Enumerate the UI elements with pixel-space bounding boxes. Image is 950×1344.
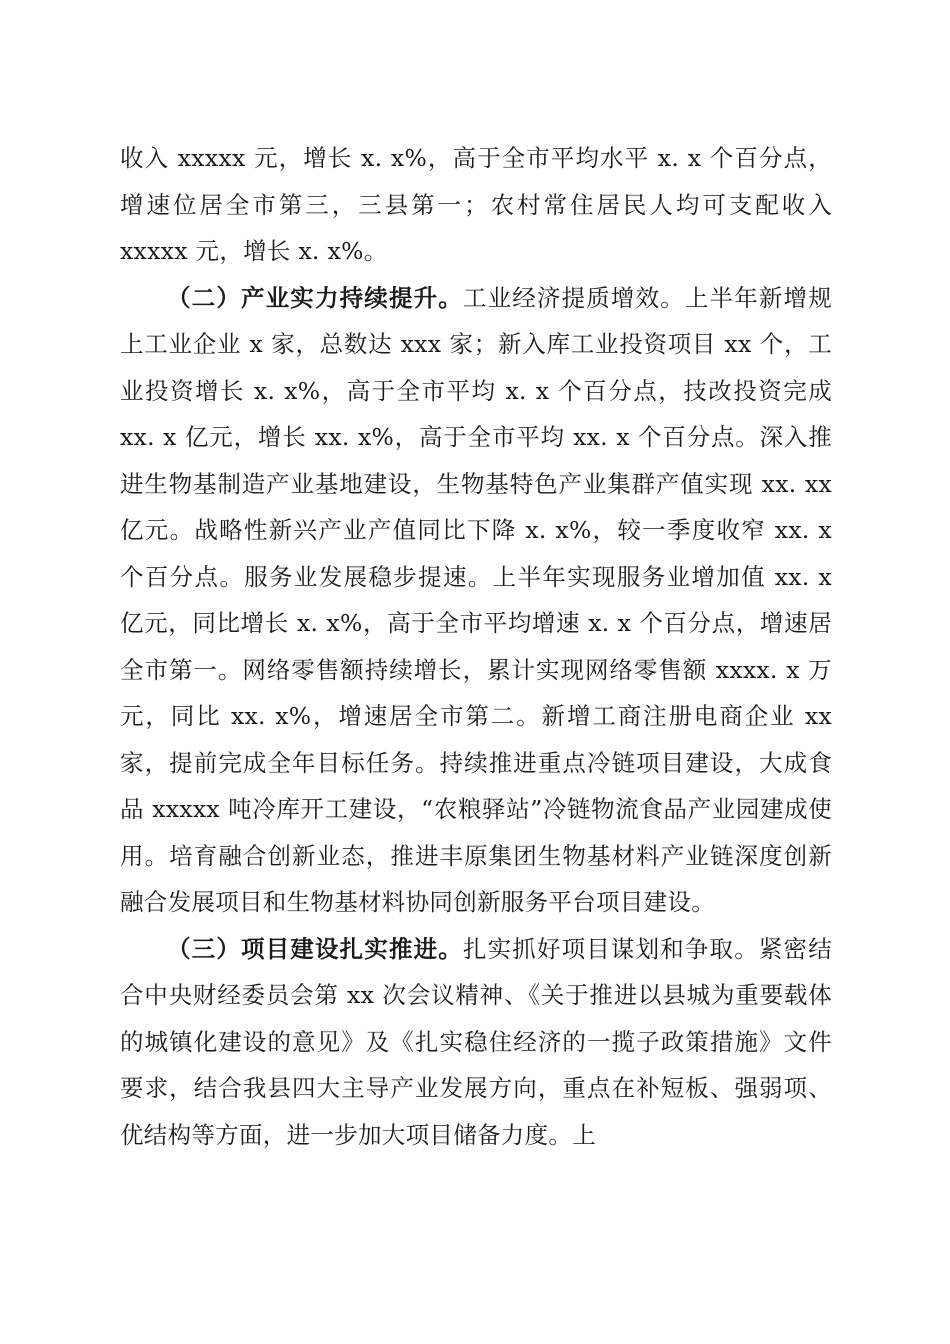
section-heading-projects: （三）项目建设扎实推进。 <box>167 934 463 963</box>
document-body <box>120 135 832 1158</box>
section-heading-industry: （二）产业实力持续提升。 <box>167 283 463 312</box>
paragraph-text: 扎实抓好项目谋划和争取。紧密结合中央财经委员会第 xx 次会议精神、《关于推进以县城为重要载体的城镇化建设的意见》及《扎实稳住经济的一揽子政策措施》文件要求，结合我县四大主导产业发展方向，重点在补短板、强弱项、优结构等方面，进一步加大项目储备力度。上 <box>120 934 832 1149</box>
paragraph-industry <box>120 275 832 926</box>
paragraph-text: 收入 xxxxx 元，增长 x. x%，高于全市平均水平 x. x 个百分点，增速位居全市第三，三县第一；农村常住居民人均可支配收入 xxxxx 元，增长 x. x%。 <box>120 144 832 265</box>
paragraph-income <box>120 135 832 275</box>
paragraph-projects <box>120 926 832 1159</box>
paragraph-text: 工业经济提质增效。上半年新增规上工业企业 x 家，总数达 xxx 家；新入库工业投资项目 xx 个，工业投资增长 x. x%，高于全市平均 x. x 个百分点，技改投资完成 xx. x 亿元，增长 xx. x%，高于全市平均 xx. x 个百分点。深入推进生物基制造产业基地建设，生物基特色产业集群产值实现 xx. xx 亿元。战略性新兴产业产值同比下降 x. x%，较一季度收窄 xx. x 个百分点。服务业发展稳步提速。上半年实现服务业增加值 xx. x 亿元，同比增长 x. x%，高于全市平均增速 x. x 个百分点，增速居全市第一。网络零售额持续增长，累计实现网络零售额 xxxx. x 万元，同比 xx. x%，增速居全市第二。新增工商注册电商企业 xx 家，提前完成全年目标任务。持续推进重点冷链项目建设，大成食品 xxxxx 吨冷库开工建设，“农粮驿站”冷链物流食品产业园建成使用。培育融合创新业态，推进丰原集团生物基材料产业链深度创新融合发展项目和生物基材料协同创新服务平台项目建设。 <box>120 283 832 916</box>
